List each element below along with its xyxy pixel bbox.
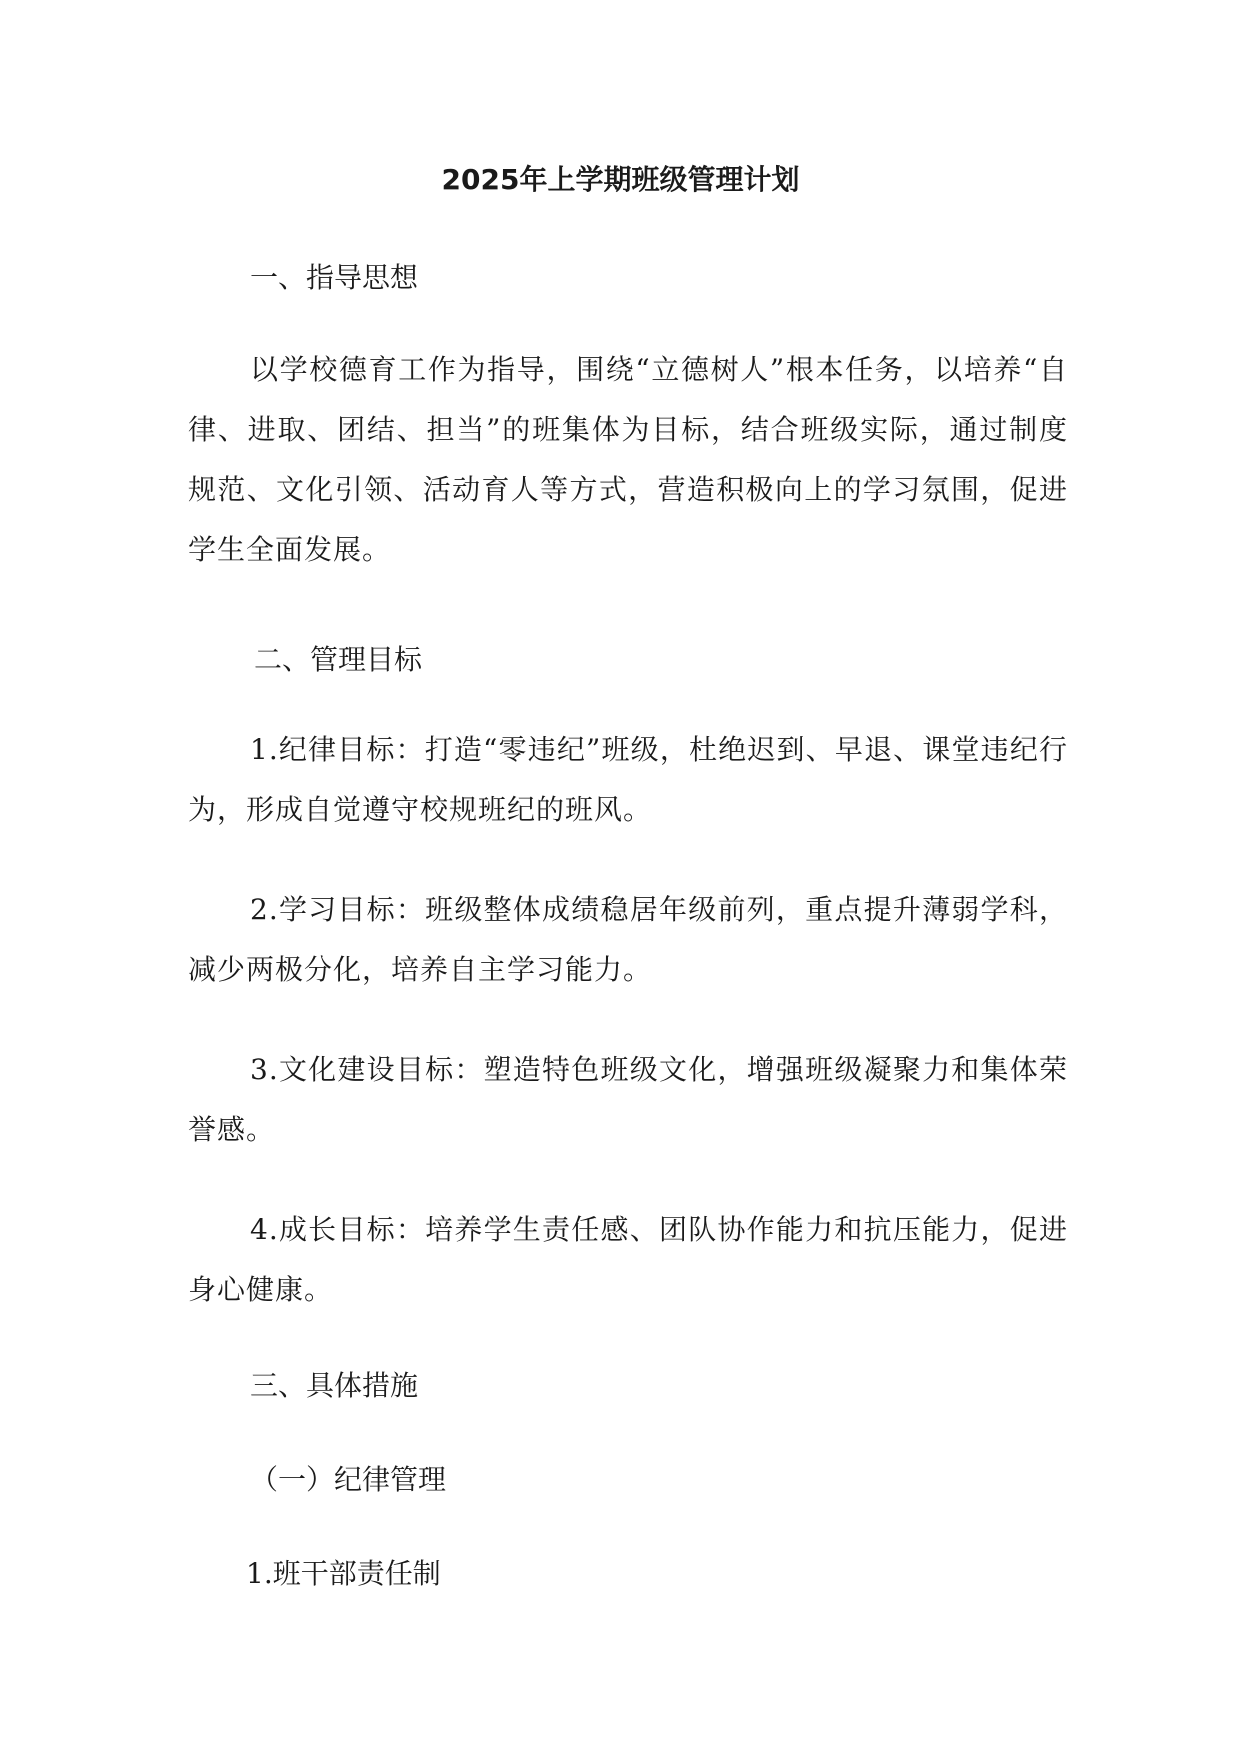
section-heading-measures: 三、具体措施 bbox=[250, 1369, 419, 1402]
goal-growth-paragraph: 4.成长目标：培养学生责任感、团队协作能力和抗压能力，促进身心健康。 bbox=[188, 1213, 1068, 1306]
guiding-paragraph: 以学校德育工作为指导，围绕“立德树人”根本任务，以培养“自律、进取、团结、担当”的班集体为目标，结合班级实际，通过制度规范、文化引领、活动育人等方式，营造积极向上的学习氛围，促进学生全面发展。 bbox=[188, 353, 1068, 566]
document-title: 2025年上学期班级管理计划 bbox=[441, 163, 800, 196]
goal-study-paragraph: 2.学习目标：班级整体成绩稳居年级前列，重点提升薄弱学科，减少两极分化，培养自主学习能力。 bbox=[188, 893, 1068, 986]
goal-discipline-paragraph: 1.纪律目标：打造“零违纪”班级，杜绝迟到、早退、课堂违纪行为，形成自觉遵守校规班纪的班风。 bbox=[188, 733, 1068, 826]
section-heading-guiding: 一、指导思想 bbox=[250, 261, 419, 294]
subsection-heading-discipline: （一）纪律管理 bbox=[250, 1463, 447, 1496]
discipline-item-cadre: 1.班干部责任制 bbox=[246, 1557, 441, 1590]
section-heading-goals: 二、管理目标 bbox=[254, 643, 423, 676]
goal-culture-paragraph: 3.文化建设目标：塑造特色班级文化，增强班级凝聚力和集体荣誉感。 bbox=[188, 1053, 1068, 1146]
